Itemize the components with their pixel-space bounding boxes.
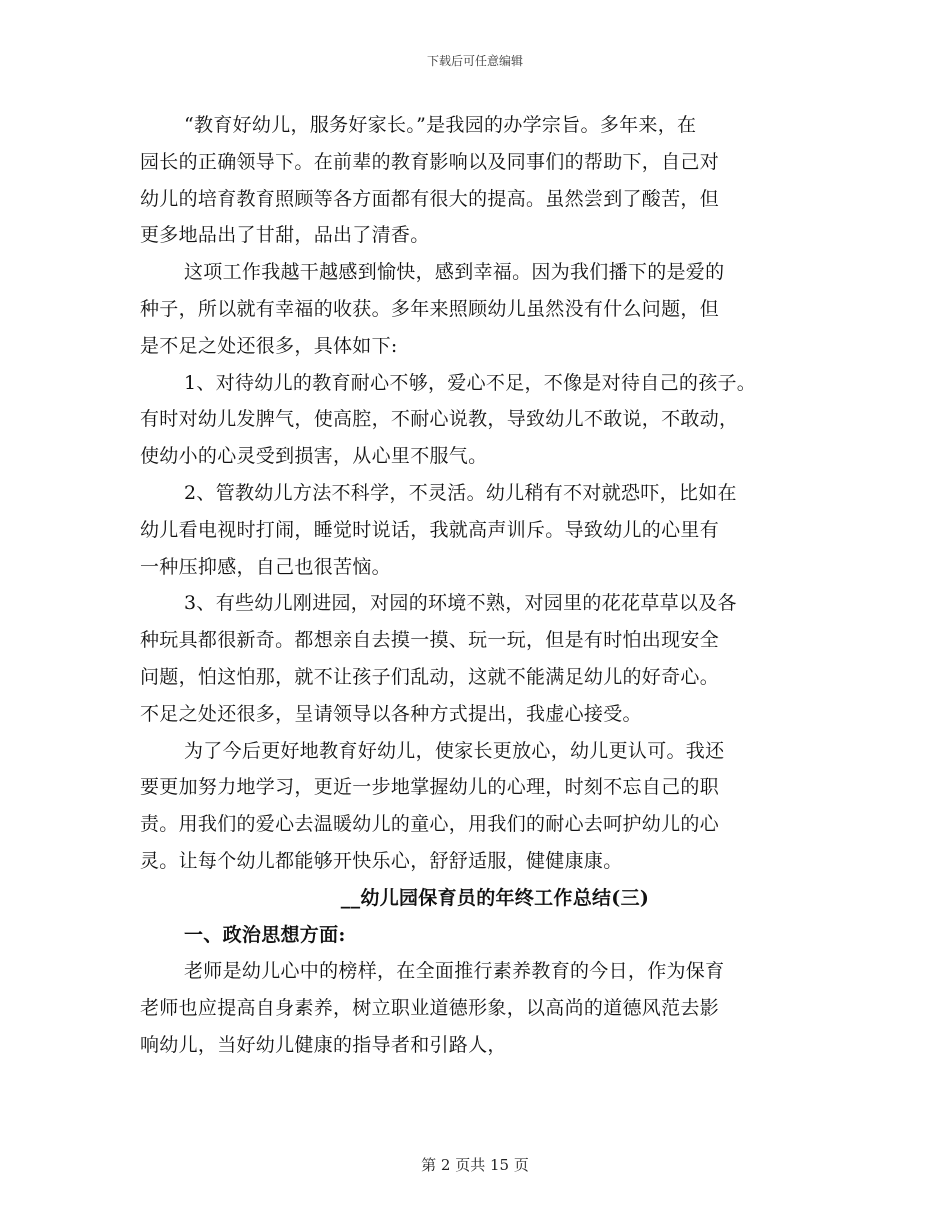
list-item-line: 幼儿看电视时打闹，睡觉时说话，我就高声训斥。导致幼儿的心里有 bbox=[140, 518, 720, 541]
section-title: __幼儿园保育员的年终工作总结(三) bbox=[340, 886, 650, 909]
paragraph-line: 种子，所以就有幸福的收获。多年来照顾幼儿虽然没有什么问题，但 bbox=[140, 297, 720, 320]
list-item-line: 问题，怕这怕那，就不让孩子们乱动，这就不能满足幼儿的好奇心。 bbox=[140, 665, 720, 688]
paragraph-line: 是不足之处还很多，具体如下: bbox=[140, 334, 398, 357]
paragraph-line: 老师是幼儿心中的榜样，在全面推行素养教育的今日，作为保育 bbox=[184, 960, 725, 983]
page-header: 下载后可任意编辑 bbox=[426, 54, 523, 68]
section-heading: 一、政治思想方面: bbox=[184, 923, 346, 946]
paragraph-line: 灵。让每个幼儿都能够开快乐心，舒舒适服，健健康康。 bbox=[140, 849, 623, 872]
paragraph-line: 这项工作我越干越感到愉快，感到幸福。因为我们播下的是爱的 bbox=[184, 261, 725, 284]
list-item-line: 使幼小的心灵受到损害，从心里不服气。 bbox=[140, 445, 488, 468]
list-item-line: 3、有些幼儿刚进园，对园的环境不熟，对园里的花花草草以及各 bbox=[184, 592, 737, 615]
document-body bbox=[140, 107, 840, 1064]
paragraph-line: 老师也应提高自身素养，树立职业道德形象，以高尚的道德风范去影 bbox=[140, 997, 720, 1020]
list-item-line: 1、对待幼儿的教育耐心不够，爱心不足，不像是对待自己的孩子。 bbox=[184, 371, 757, 394]
paragraph-line: 园长的正确领导下。在前辈的教育影响以及同事们的帮助下，自己对 bbox=[140, 150, 720, 173]
list-item-line: 2、管教幼儿方法不科学，不灵活。幼儿稍有不对就恐吓，比如在 bbox=[184, 481, 737, 504]
page-number: 第 2 页共 15 页 bbox=[421, 1156, 529, 1174]
paragraph-line: 响幼儿，当好幼儿健康的指导者和引路人， bbox=[140, 1033, 507, 1056]
list-item-line: 有时对幼儿发脾气，使高腔，不耐心说教，导致幼儿不敢说，不敢动， bbox=[140, 408, 739, 431]
paragraph-line: 责。用我们的爱心去温暖幼儿的童心，用我们的耐心去呵护幼儿的心 bbox=[140, 813, 720, 836]
paragraph-line: 为了今后更好地教育好幼儿，使家长更放心，幼儿更认可。我还 bbox=[184, 739, 725, 762]
list-item-line: 一种压抑感，自己也很苦恼。 bbox=[140, 555, 391, 578]
paragraph-line: “教育好幼儿，服务好家长。”是我园的办学宗旨。多年来，在 bbox=[184, 114, 697, 136]
paragraph-line: 要更加努力地学习，更近一步地掌握幼儿的心理，时刻不忘自己的职 bbox=[140, 776, 720, 799]
list-item-line: 种玩具都很新奇。都想亲自去摸一摸、玩一玩，但是有时怕出现安全 bbox=[140, 629, 720, 652]
paragraph-line: 幼儿的培育教育照顾等各方面都有很大的提高。虽然尝到了酸苦，但 bbox=[140, 187, 720, 210]
paragraph-line: 更多地品出了甘甜，品出了清香。 bbox=[140, 224, 430, 247]
list-item-line: 不足之处还很多，呈请领导以各种方式提出，我虚心接受。 bbox=[140, 702, 642, 725]
